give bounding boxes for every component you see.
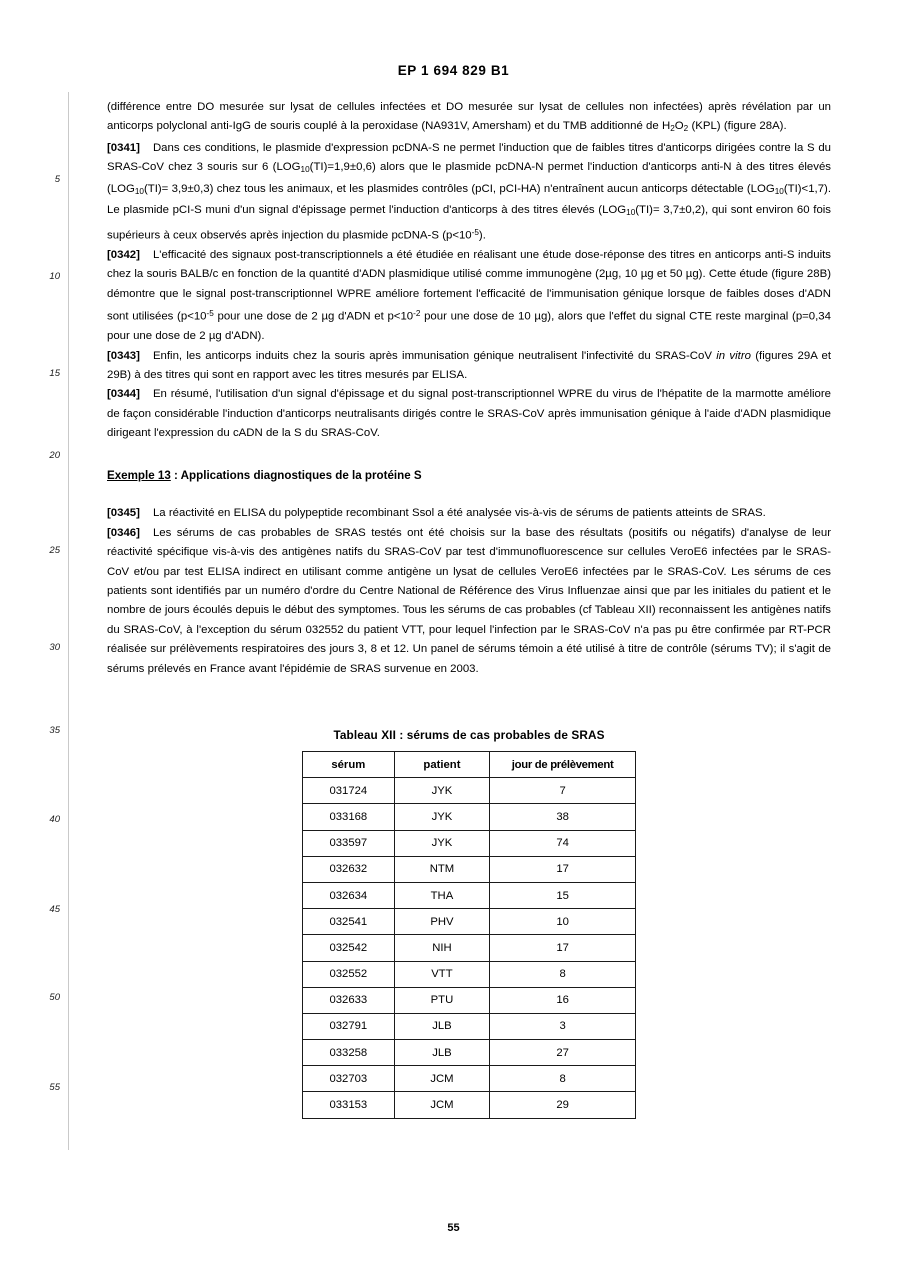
cell-jour: 17 <box>490 935 636 961</box>
example-heading <box>107 466 831 485</box>
cell-jour: 3 <box>490 1013 636 1039</box>
cell-serum: 033153 <box>303 1092 395 1118</box>
paragraph-number: [0346] <box>107 526 140 539</box>
cell-serum: 031724 <box>303 778 395 804</box>
cell-serum: 033258 <box>303 1040 395 1066</box>
paragraph-0341: [0341] Dans ces conditions, le plasmide d'expression pcDNA-S ne permet l'induction que de faibles titres d'anticorps dirigées contre la S du SRAS-CoV chez 3 souris sur 6 $(LOG_{10}(TI)=1,9\pm 0,6)$ alors que le plasmide pcDNA-N permet l'induction d'anticorps anti-N à des titres élevés $(LOG_{10}(TI)= 3,9\pm 0,3)$ chez tous les animaux, et les plasmides contrôles (pCI, pCI-HA) n'entraînent aucun anticorps détectable $(LOG_{10}(TI)<1,7)$. Le plasmide pCI-S muni d'un signal d'épissage permet l'induction d'anticorps à des titres élevés $(LOG_{10}(TI)= 3,7\pm 0,2)$, qui sont environ 60 fois supérieurs à ceux observés après injection du plasmide pcDNA-S $(p<10^{-5})$. <box>107 141 831 242</box>
cell-patient: JYK <box>394 830 490 856</box>
paragraph-0346: [0346] Les sérums de cas probables de SRAS testés ont été choisis sur la base des résultats (positifs ou négatifs) d'analyse de leur réactivité spécifique vis-à-vis des antigènes natifs du SRAS-CoV par test d'immunofluorescence sur cellules VeroE6 infectées par le SRAS-CoV et/ou par test ELISA indirect en utilisant comme antigène un lysat de cellules VeroE6 infectées par le SRAS-CoV. Les sérums de ces patients sont identifiés par un numéro d'ordre du Centre National de Référence des Virus Influenzae ainsi que par les initiales du patient et le nombre de jours écoulés depuis le début des symptomes. Tous les sérums de cas probables (cf Tableau XII) reconnaissent les antigènes natifs du SRAS-CoV, à l'exception du sérum 032552 du patient VTT, pour lequel l'infection par le SRAS-CoV n'a pas pu être confirmée par RT-PCR réalisée sur prélèvements respiratoires des jours 3, 8 et 12. Un panel de sérums témoin a été utilisé à titre de contrôle (sérums TV); il s'agit de sérums prélevés en France avant l'épidémie de SRAS survenue en 2003. <box>107 526 831 675</box>
table-row <box>303 856 636 882</box>
cell-jour: 8 <box>490 961 636 987</box>
serums-table <box>302 751 636 1119</box>
paragraph-0342: [0342] L'efficacité des signaux post-transcriptionnels a été étudiée en réalisant une étude dose-réponse des titres en anticorps anti-S induits chez la souris BALB/c en fonction de la quantité d'ADN plasmidique utilisé comme immunogène (2µg, 10 µg et 50 µg). Cette étude (figure 28B) démontre que le signal post-transcriptionnel WPRE améliore fortement l'efficacité de l'immunisation génique lorsque de faibles doses d'ADN sont utilisées ($p<10^{-5}$ pour une dose de 2 µg d'ADN et $p<10^{-2}$ pour une dose de 10 µg), alors que l'effet du signal CTE reste marginal (p=0,34 pour une dose de 2 µg d'ADN). <box>107 248 831 343</box>
cell-serum: 032542 <box>303 935 395 961</box>
cell-jour: 74 <box>490 830 636 856</box>
paragraph-continuation: (différence entre DO mesurée sur lysat de cellules infectées et DO mesurée sur lysat de cellules non infectées) après révélation par un anticorps polyclonal anti-IgG de souris couplé à la peroxidase (NA931V, Amersham) et du TMB additionné de $H_2O_2$ (KPL) (figure 28A). <box>107 101 831 134</box>
cell-jour: 27 <box>490 1040 636 1066</box>
cell-patient: JYK <box>394 778 490 804</box>
cell-patient: PTU <box>394 987 490 1013</box>
paragraph-0343: [0343] Enfin, les anticorps induits chez la souris après immunisation génique neutralisent l'infectivité du SRAS-CoV in vitro (figures 29A et 29B) à des titres qui sont en rapport avec les titres mesurés par ELISA. <box>107 349 831 381</box>
cell-serum: 032791 <box>303 1013 395 1039</box>
paragraph-number: [0343] <box>107 349 140 362</box>
cell-serum: 032633 <box>303 987 395 1013</box>
line-number: 45 <box>49 904 60 915</box>
line-number: 10 <box>49 271 60 282</box>
cell-patient: VTT <box>394 961 490 987</box>
line-number: 25 <box>49 545 60 556</box>
cell-serum: 032552 <box>303 961 395 987</box>
cell-serum: 032541 <box>303 909 395 935</box>
cell-patient: JCM <box>394 1066 490 1092</box>
cell-patient: NTM <box>394 856 490 882</box>
line-number: 40 <box>49 814 60 825</box>
example-heading-rest: : Applications diagnostiques de la protéine S <box>170 468 422 482</box>
cell-serum: 032634 <box>303 882 395 908</box>
cell-jour: 15 <box>490 882 636 908</box>
table-row <box>303 1040 636 1066</box>
margin-rule-line <box>68 92 69 1150</box>
table-row <box>303 1013 636 1039</box>
example-heading-underlined: Exemple 13 <box>107 468 171 482</box>
page-number-footer: 55 <box>447 1222 460 1234</box>
cell-jour: 10 <box>490 909 636 935</box>
paragraph-number: [0341] <box>107 141 140 154</box>
cell-patient: JLB <box>394 1013 490 1039</box>
cell-patient: JLB <box>394 1040 490 1066</box>
table-row <box>303 830 636 856</box>
line-number: 50 <box>49 992 60 1003</box>
cell-jour: 8 <box>490 1066 636 1092</box>
cell-patient: NIH <box>394 935 490 961</box>
table-row <box>303 804 636 830</box>
paragraph-0345: [0345] La réactivité en ELISA du polypeptide recombinant Ssol a été analysée vis-à-vis de sérums de patients atteints de SRAS. <box>107 507 766 520</box>
paragraph-number: [0342] <box>107 248 140 261</box>
paragraph-number: [0344] <box>107 388 140 401</box>
table-row <box>303 961 636 987</box>
paragraph-number: [0345] <box>107 507 140 520</box>
line-number: 35 <box>49 725 60 736</box>
cell-patient: PHV <box>394 909 490 935</box>
cell-jour: 16 <box>490 987 636 1013</box>
cell-patient: THA <box>394 882 490 908</box>
cell-jour: 38 <box>490 804 636 830</box>
table-row <box>303 909 636 935</box>
line-number: 30 <box>49 642 60 653</box>
cell-jour: 29 <box>490 1092 636 1118</box>
cell-jour: 17 <box>490 856 636 882</box>
page-title: EP 1 694 829 B1 <box>397 63 510 78</box>
cell-patient: JYK <box>394 804 490 830</box>
table-row <box>303 935 636 961</box>
cell-patient: JCM <box>394 1092 490 1118</box>
cell-jour: 7 <box>490 778 636 804</box>
column-header-serum: sérum <box>303 752 395 778</box>
paragraph-0344: [0344] En résumé, l'utilisation d'un signal d'épissage et du signal post-transcriptionnel WPRE du virus de l'hépatite de la marmotte améliore de façon considérable l'induction d'anticorps neutralisants dirigés contre le SRAS-CoV après immunisation génique à l'aide d'ADN plasmidique dirigeant l'expression du cADN de la S du SRAS-CoV. <box>107 388 831 440</box>
column-header-patient: patient <box>394 752 490 778</box>
cell-serum: 032703 <box>303 1066 395 1092</box>
cell-serum: 033168 <box>303 804 395 830</box>
table-row <box>303 1092 636 1118</box>
line-number: 20 <box>49 450 60 461</box>
table-caption: Tableau XII : sérums de cas probables de SRAS <box>333 728 605 742</box>
line-number: 15 <box>49 368 60 379</box>
table-row <box>303 987 636 1013</box>
column-header-jour-de-prelevement: jour de prélèvement <box>490 752 636 778</box>
table-row <box>303 778 636 804</box>
cell-serum: 032632 <box>303 856 395 882</box>
document-body <box>107 98 831 679</box>
table-block <box>107 728 831 1119</box>
line-number: 5 <box>54 174 60 185</box>
cell-serum: 033597 <box>303 830 395 856</box>
table-row <box>303 1066 636 1092</box>
table-header-row <box>303 752 636 778</box>
line-number: 55 <box>49 1082 60 1093</box>
table-row <box>303 882 636 908</box>
